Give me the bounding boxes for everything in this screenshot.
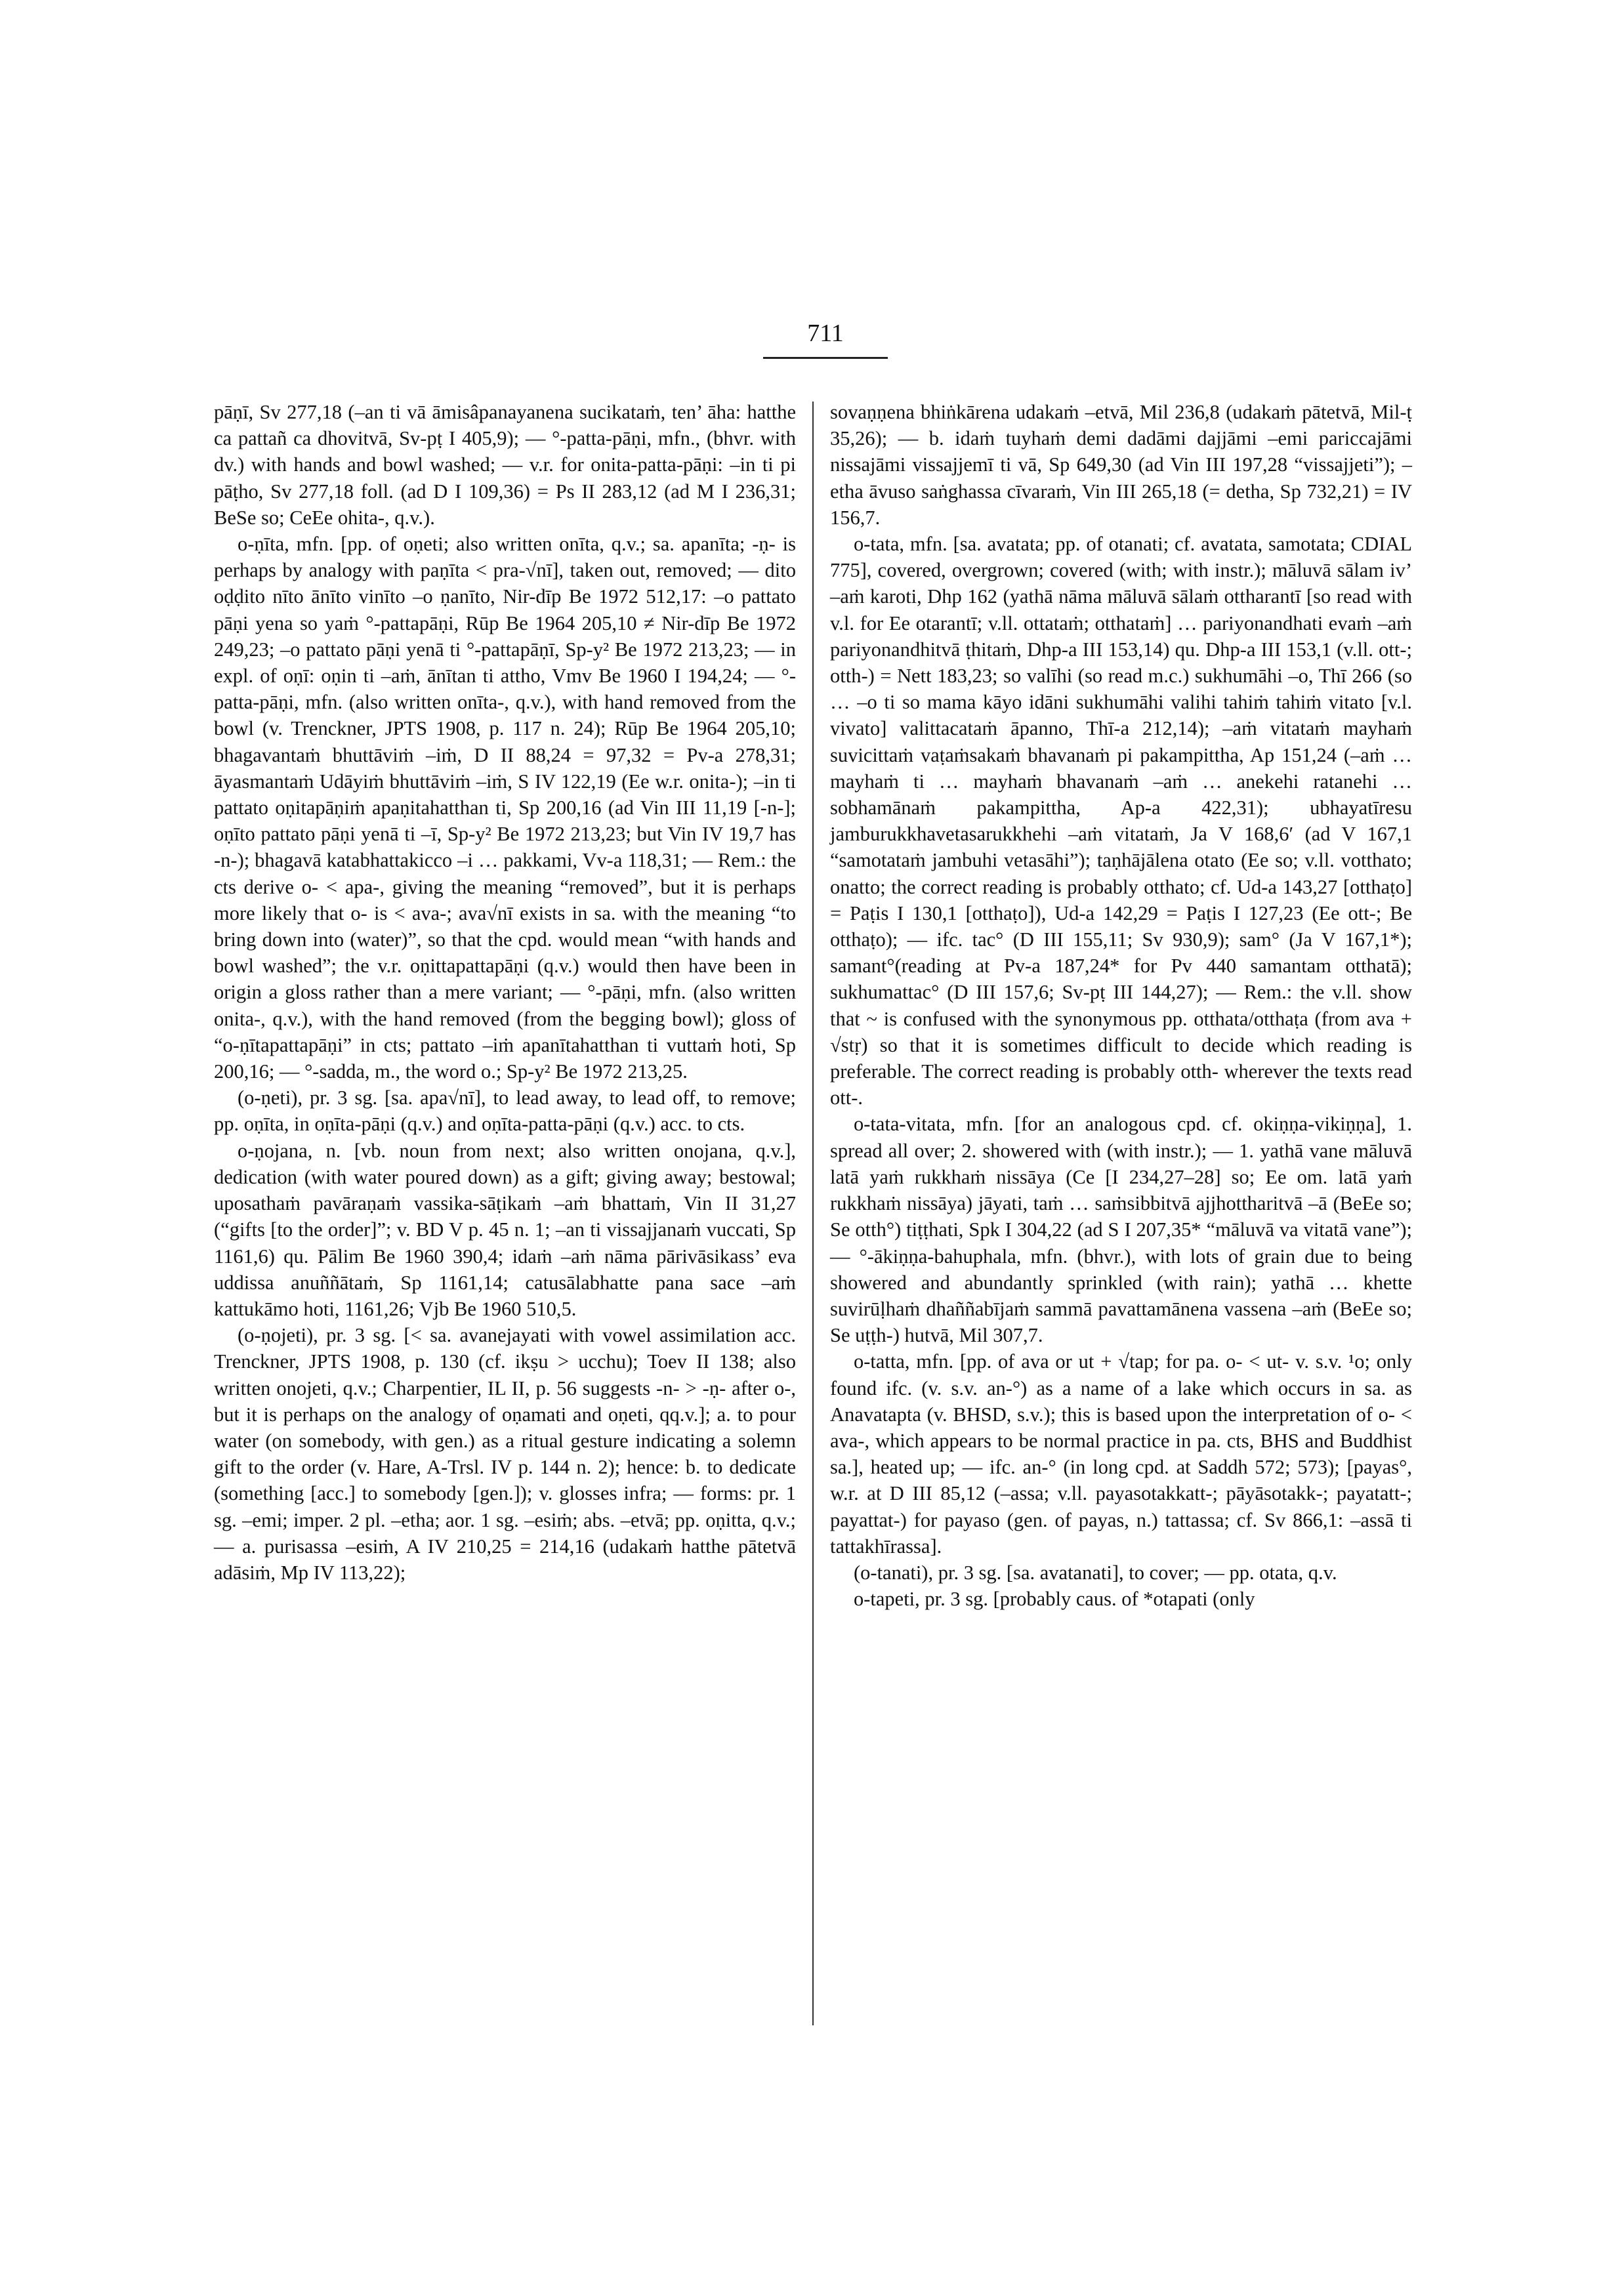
entry-paragraph: (o-ṇojeti), pr. 3 sg. [< sa. avanejayati with vowel assimilation acc. Trenckner, JPTS 1908, p. 130 (cf. ikṣu > ucchu); Toev II 138; also written onojeti, q.v.; Charpentier, IL II, p. 56 suggests -n- > -ṇ- after o-, but it is perhaps on the analogy of oṇamati and oṇeti, qq.v.]; a. to pour water (on somebody, with gen.) as a ritual gesture indicating a solemn gift to the order (v. Hare, A-Trsl. IV p. 144 n. 2); hence: b. to dedicate (something [acc.] to somebody [gen.]); v. glosses infra; — forms: pr. 1 sg. –emi; imper. 2 pl. –etha; aor. 1 sg. –esiṁ; abs. –etvā; pp. oṇitta, q.v.; — a. purisassa –esiṁ, A IV 210,25 = 214,16 (udakaṁ hatthe pātetvā adāsiṁ, Mp IV 113,22); bbox=[214, 1324, 796, 1584]
page-number: 711 bbox=[807, 320, 844, 347]
entry-paragraph: o-ṇojana, n. [vb. noun from next; also written onojana, q.v.], dedication (with water poured down) as a gift; giving away; bestowal; uposathaṁ pavāraṇaṁ vassika-sāṭikaṁ –aṁ bhattaṁ, Vin II 31,27 (“gifts [to the order]”; v. BD V p. 45 n. 1; –an ti vissajjanaṁ vuccati, Sp 1161,6) qu. Pālim Be 1960 390,4; idaṁ –aṁ nāma pārivāsikass’ eva uddissa anuññātaṁ, Sp 1161,14; catusālabhatte pana sace –aṁ kattukāmo hoti, 1161,26; Vjb Be 1960 510,5. bbox=[214, 1139, 796, 1320]
entry-paragraph: o-tatta, mfn. [pp. of ava or ut + √tap; for pa. o- < ut- v. s.v. ¹o; only found ifc. (v. s.v. an-°) as a name of a lake which occurs in sa. as Anavatapta (v. BHSD, s.v.); this is based upon the interpretation of o- < ava-, which appears to be normal practice in pa. cts, BHS and Buddhist sa.], heated up; — ifc. an-° (in long cpd. at Saddh 572; 573); [payas°, w.r. at D III 85,12 (–assa; v.ll. payasotakkatt-; pāyāsotakk-; payatatt-; payattat-) for payaso (gen. of payas, n.) tattassa; cf. Sv 866,1: –assā ti tattakhīrassa]. bbox=[830, 1350, 1412, 1558]
entry-paragraph: (o-ṇeti), pr. 3 sg. [sa. apa√nī], to lead away, to lead off, to remove; pp. oṇīta, in oṇīta-pāṇi (q.v.) and oṇīta-patta-pāṇi (q.v.) acc. to cts. bbox=[214, 1086, 796, 1136]
entry-paragraph: sovaṇṇena bhiṅkārena udakaṁ –etvā, Mil 236,8 (udakaṁ pātetvā, Mil-ṭ 35,26); — b. idaṁ tuyhaṁ demi dadāmi dajjāmi –emi pariccajāmi nissajāmi vissajjemī ti vā, Sp 649,30 (ad Vin III 197,28 “vissajjeti”); –etha āvuso saṅghassa cīvaraṁ, Vin III 265,18 (= detha, Sp 732,21) = IV 156,7. bbox=[830, 401, 1412, 529]
entry-paragraph: o-tapeti, pr. 3 sg. [probably caus. of *otapati (only bbox=[854, 1588, 1255, 1611]
entry-paragraph: o-tata, mfn. [sa. avatata; pp. of otanati; cf. avatata, samotata; CDIAL 775], covered, overgrown; covered (with; with instr.); māluvā sālam iv’ –aṁ karoti, Dhp 162 (yathā nāma māluvā sālaṁ ottharantī [so read with v.l. for Ee otarantī; v.ll. ottataṁ; otthataṁ] … pariyonandhati evaṁ –aṁ pariyonandhitvā ṭhitaṁ, Dhp-a III 153,14) qu. Dhp-a III 153,1 (v.ll. ott-; otth-) = Nett 183,23; so valīhi (so read m.c.) sukhumāhi –o, Thī 266 (so … –o ti so mama kāyo idāni sukhumāhi valihi tahiṁ tahiṁ vitato [v.l. vivato] valittacataṁ āpanno, Thī-a 212,14); –aṁ vitataṁ mayhaṁ suvicittaṁ vaṭaṁsakaṁ bhavanaṁ pi pakampittha, Ap 151,24 (–aṁ … mayhaṁ ti … mayhaṁ bhavanaṁ –aṁ … anekehi ratanehi … sobhamānaṁ pakampittha, Ap-a 422,31); ubhayatīresu jamburukkhavetasarukkhehi –aṁ vitataṁ, Ja V 168,6′ (ad V 167,1 “samotataṁ jambuhi vetasāhi”); taṇhājālena otato (Ee so; v.ll. votthato; onatto; the correct reading is probably otthato; cf. Ud-a 143,27 [otthaṭo] = Paṭis I 130,1 [otthaṭo]), Ud-a 142,29 = Paṭis I 127,23 (Ee ott-; Be otthaṭo); — ifc. tac° (D III 155,11; Sv 930,9); sam° (Ja V 167,1*); samant°(reading at Pv-a 187,24* for Pv 440 samantam otthatā); sukhumattac° (D III 157,6; Sv-pṭ III 144,27); — Rem.: the v.ll. show that ~ is confused with the synonymous pp. otthata/otthaṭa (from ava + √stṛ) so that it is sometimes difficult to decide which reading is preferable. The correct reading is probably otth- wherever the texts read ott-. bbox=[830, 533, 1412, 1109]
entry-paragraph: o-tata-vitata, mfn. [for an analogous cpd. cf. okiṇṇa-vikiṇṇa], 1. spread all over; 2. showered with (with instr.); — 1. yathā vane māluvā latā yaṁ rukkhaṁ nissāya (Ce [I 234,27–28] so; Ee om. latā yaṁ rukkhaṁ nissāya) jāyati, taṁ … saṁsibbitvā ajjhottharitvā –ā (BeEe so; Se otth°) tiṭṭhati, Spk I 304,22 (ad S I 207,35* “māluvā va vitatā vane”); — °-ākiṇṇa-bahuphala, mfn. (bhvr.), with lots of grain due to being showered and abundantly sprinkled (with rain); yathā … khette suvirūḷhaṁ dhaññabījaṁ sammā pavattamānena vassena –aṁ (BeEe so; Se uṭṭh-) hutvā, Mil 307,7. bbox=[830, 1113, 1412, 1347]
right-column bbox=[830, 399, 1412, 1612]
entry-paragraph: pāṇī, Sv 277,18 (–an ti vā āmisâpanayanena sucikataṁ, ten’ āha: hatthe ca pattañ ca dhovitvā, Sv-pṭ I 405,9); — °-patta-pāṇi, mfn., (bhvr. with dv.) with hands and bowl washed; — v.r. for onita-patta-pāṇi: –in ti pi pāṭho, Sv 277,18 foll. (ad D I 109,36) = Ps II 283,12 (ad M I 236,31; BeSe so; CeEe ohita-, q.v.). bbox=[214, 401, 796, 529]
entry-paragraph: o-ṇīta, mfn. [pp. of oṇeti; also written onīta, q.v.; sa. apanīta; -ṇ- is perhaps by analogy with paṇīta < pra-√nī], taken out, removed; — dito oḍḍito nīto ānīto vinīto –o ṇanīto, Nir-dīp Be 1972 512,17: –o pattato pāṇi yena so yaṁ °-pattapāṇi, Rūp Be 1964 205,10 ≠ Nir-dīp Be 1972 249,23; –o pattato pāṇi yenā ti °-pattapāṇī, Sp-y² Be 1972 213,23; — in expl. of oṇī: oṇin ti –aṁ, ānītan ti attho, Vmv Be 1960 I 194,24; — °-patta-pāṇi, mfn. (also written onīta-, q.v.), with hand removed from the bowl (v. Trenckner, JPTS 1908, p. 117 n. 24); Rūp Be 1964 205,10; bhagavantaṁ bhuttāviṁ –iṁ, D II 88,24 = 97,32 = Pv-a 278,31; āyasmantaṁ Udāyiṁ bhuttāviṁ –iṁ, S IV 122,19 (Ee w.r. onita-); –in ti pattato oṇitapāṇiṁ apaṇitahatthan ti, Sp 200,16 (ad Vin III 11,19 [-n-]; oṇīto pattato pāṇi yenā ti –ī, Sp-y² Be 1972 213,23; but Vin IV 19,7 has -n-); bhagavā katabhattakicco –i … pakkami, Vv-a 118,31; — Rem.: the cts derive o- < apa-, giving the meaning “removed”, but it is perhaps more likely that o- is < ava-; ava√nī exists in sa. with the meaning “to bring down into (water)”, so that the cpd. would mean “with hands and bowl washed”; the v.r. oṇittapattapāṇi (q.v.) would then have been in origin a gloss rather than a mere variant; — °-pāṇi, mfn. (also written onita-, q.v.), with the hand removed (from the begging bowl); gloss of “o-ṇītapattapāṇi” in cts; pattato –iṁ apanītahatthan ti vuttaṁ hoti, Sp 200,16; — °-sadda, m., the word o.; Sp-y² Be 1972 213,25. bbox=[214, 533, 796, 1083]
entry-paragraph: (o-tanati), pr. 3 sg. [sa. avatanati], to cover; — pp. otata, q.v. bbox=[854, 1561, 1337, 1584]
column-divider bbox=[812, 402, 814, 2025]
left-column bbox=[214, 399, 796, 1586]
page-number-rule bbox=[763, 357, 888, 359]
